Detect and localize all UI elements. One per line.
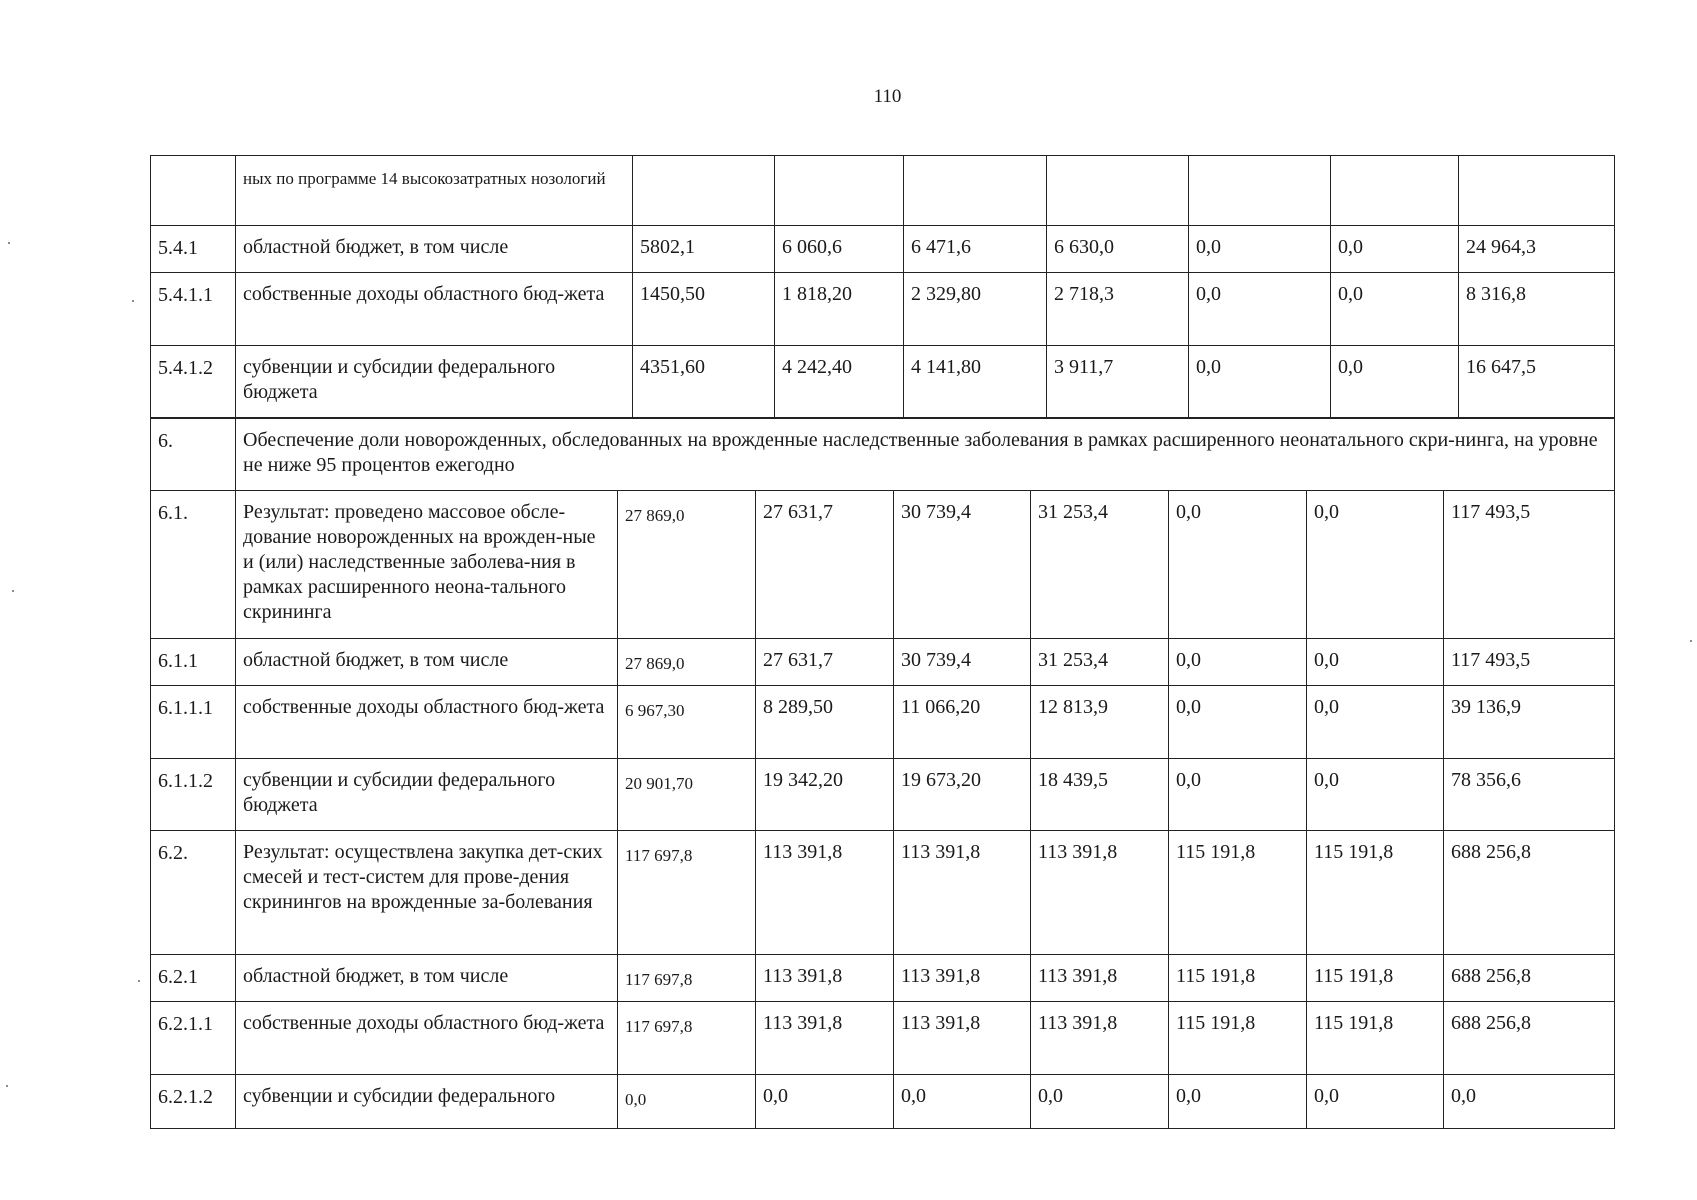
value-cell: 0,0 [618, 1075, 756, 1129]
value-cell [1459, 156, 1615, 226]
value-cell: 31 253,4 [1031, 491, 1169, 639]
value-cell: 0,0 [1169, 686, 1307, 759]
scan-speck [1690, 640, 1692, 642]
value-cell: 27 869,0 [618, 491, 756, 639]
row-name: областной бюджет, в том числе [236, 226, 633, 273]
row-name: субвенции и субсидии федерального бюджета [236, 346, 633, 418]
value-cell [1189, 156, 1331, 226]
value-cell: 113 391,8 [894, 1002, 1031, 1075]
value-cell: 113 391,8 [756, 1002, 894, 1075]
table-row [151, 759, 1615, 831]
scan-speck [12, 590, 14, 592]
value-cell: 115 191,8 [1169, 955, 1307, 1002]
value-cell: 31 253,4 [1031, 639, 1169, 686]
value-cell: 115 191,8 [1169, 1002, 1307, 1075]
value-cell: 6 060,6 [775, 226, 904, 273]
table-row [151, 346, 1615, 418]
row-code: 5.4.1.1 [151, 273, 236, 346]
table-row [151, 639, 1615, 686]
table-row [151, 686, 1615, 759]
row-code: 6.1.1.2 [151, 759, 236, 831]
value-cell: 117 697,8 [618, 1002, 756, 1075]
row-name: субвенции и субсидии федерального бюджета [236, 759, 618, 831]
value-cell: 0,0 [1307, 759, 1444, 831]
value-cell: 115 191,8 [1307, 831, 1444, 955]
value-cell [1331, 156, 1459, 226]
value-cell: 11 066,20 [894, 686, 1031, 759]
value-cell [904, 156, 1047, 226]
value-cell: 113 391,8 [756, 955, 894, 1002]
value-cell: 0,0 [1169, 639, 1307, 686]
row-code: 6.1.1 [151, 639, 236, 686]
page-number: 110 [873, 86, 902, 107]
value-cell: 113 391,8 [1031, 1002, 1169, 1075]
value-cell: 4 242,40 [775, 346, 904, 418]
value-cell: 0,0 [1189, 346, 1331, 418]
value-cell: 113 391,8 [894, 955, 1031, 1002]
value-cell: 5802,1 [633, 226, 775, 273]
row-name: ных по программе 14 высокозатратных нозологий [236, 156, 633, 226]
value-cell: 113 391,8 [1031, 831, 1169, 955]
row-code: 6. [151, 419, 236, 491]
value-cell: 0,0 [1031, 1075, 1169, 1129]
table-row [151, 831, 1615, 955]
row-name: Результат: осуществлена закупка дет-ских смесей и тест-систем для прове-дения скринингов на врожденные за-болевания [236, 831, 618, 955]
value-cell: 115 191,8 [1169, 831, 1307, 955]
value-cell: 117 697,8 [618, 955, 756, 1002]
value-cell: 0,0 [1169, 759, 1307, 831]
value-cell [775, 156, 904, 226]
table-row [151, 955, 1615, 1002]
value-cell: 0,0 [1307, 491, 1444, 639]
value-cell: 117 493,5 [1444, 491, 1615, 639]
value-cell: 24 964,3 [1459, 226, 1615, 273]
value-cell: 39 136,9 [1444, 686, 1615, 759]
value-cell: 27 631,7 [756, 639, 894, 686]
value-cell [633, 156, 775, 226]
value-cell: 113 391,8 [1031, 955, 1169, 1002]
value-cell: 0,0 [1189, 273, 1331, 346]
section-heading-table [150, 418, 1615, 491]
budget-table-section-5 [150, 155, 1615, 418]
value-cell: 18 439,5 [1031, 759, 1169, 831]
row-code: 6.1. [151, 491, 236, 639]
value-cell: 113 391,8 [894, 831, 1031, 955]
value-cell: 12 813,9 [1031, 686, 1169, 759]
value-cell: 117 697,8 [618, 831, 756, 955]
value-cell: 20 901,70 [618, 759, 756, 831]
value-cell: 78 356,6 [1444, 759, 1615, 831]
value-cell: 27 869,0 [618, 639, 756, 686]
value-cell: 117 493,5 [1444, 639, 1615, 686]
scan-speck [6, 1085, 8, 1087]
row-name: областной бюджет, в том числе [236, 955, 618, 1002]
value-cell: 19 673,20 [894, 759, 1031, 831]
row-code: 6.1.1.1 [151, 686, 236, 759]
value-cell: 4 141,80 [904, 346, 1047, 418]
value-cell: 0,0 [1307, 686, 1444, 759]
table-row [151, 1075, 1615, 1129]
table-row [151, 491, 1615, 639]
value-cell: 2 329,80 [904, 273, 1047, 346]
value-cell: 688 256,8 [1444, 955, 1615, 1002]
value-cell: 0,0 [1444, 1075, 1615, 1129]
value-cell: 0,0 [894, 1075, 1031, 1129]
value-cell: 113 391,8 [756, 831, 894, 955]
row-name: Результат: проведено массовое обсле-дование новорожденных на врожден-ные и (или) наследственные заболева-ния в рамках расширенного неона-тального скрининга [236, 491, 618, 639]
scan-speck [8, 242, 10, 244]
value-cell: 0,0 [1169, 491, 1307, 639]
scan-speck [132, 300, 134, 302]
table-row [151, 156, 1615, 226]
row-code: 5.4.1.2 [151, 346, 236, 418]
value-cell: 4351,60 [633, 346, 775, 418]
value-cell: 0,0 [1331, 346, 1459, 418]
row-name: субвенции и субсидии федерального [236, 1075, 618, 1129]
row-name: собственные доходы областного бюд-жета [236, 273, 633, 346]
row-code: 6.2.1.1 [151, 1002, 236, 1075]
value-cell: 2 718,3 [1047, 273, 1189, 346]
value-cell: 16 647,5 [1459, 346, 1615, 418]
section-heading-row [151, 419, 1615, 491]
value-cell: 3 911,7 [1047, 346, 1189, 418]
row-code [151, 156, 236, 226]
scan-speck [138, 980, 140, 982]
value-cell: 0,0 [1307, 1075, 1444, 1129]
row-code: 5.4.1 [151, 226, 236, 273]
value-cell: 0,0 [1169, 1075, 1307, 1129]
value-cell: 0,0 [1307, 639, 1444, 686]
value-cell: 8 316,8 [1459, 273, 1615, 346]
row-name: собственные доходы областного бюд-жета [236, 1002, 618, 1075]
value-cell: 688 256,8 [1444, 831, 1615, 955]
value-cell: 0,0 [1189, 226, 1331, 273]
value-cell: 688 256,8 [1444, 1002, 1615, 1075]
value-cell: 1450,50 [633, 273, 775, 346]
value-cell: 30 739,4 [894, 639, 1031, 686]
value-cell: 19 342,20 [756, 759, 894, 831]
value-cell: 6 471,6 [904, 226, 1047, 273]
row-name: собственные доходы областного бюд-жета [236, 686, 618, 759]
value-cell: 0,0 [756, 1075, 894, 1129]
table-row [151, 1002, 1615, 1075]
row-code: 6.2. [151, 831, 236, 955]
table-row [151, 273, 1615, 346]
value-cell: 0,0 [1331, 273, 1459, 346]
value-cell: 1 818,20 [775, 273, 904, 346]
budget-table-section-6 [150, 490, 1615, 1129]
value-cell: 115 191,8 [1307, 1002, 1444, 1075]
row-name: областной бюджет, в том числе [236, 639, 618, 686]
value-cell [1047, 156, 1189, 226]
value-cell: 0,0 [1331, 226, 1459, 273]
value-cell: 115 191,8 [1307, 955, 1444, 1002]
section-heading-text: Обеспечение доли новорожденных, обследованных на врожденные наследственные заболевания в рамках расширенного неонатального скри-нинга, на уровне не ниже 95 процентов ежегодно [236, 419, 1615, 491]
value-cell: 6 630,0 [1047, 226, 1189, 273]
value-cell: 30 739,4 [894, 491, 1031, 639]
table-row [151, 226, 1615, 273]
row-code: 6.2.1.2 [151, 1075, 236, 1129]
value-cell: 8 289,50 [756, 686, 894, 759]
value-cell: 27 631,7 [756, 491, 894, 639]
value-cell: 6 967,30 [618, 686, 756, 759]
row-code: 6.2.1 [151, 955, 236, 1002]
